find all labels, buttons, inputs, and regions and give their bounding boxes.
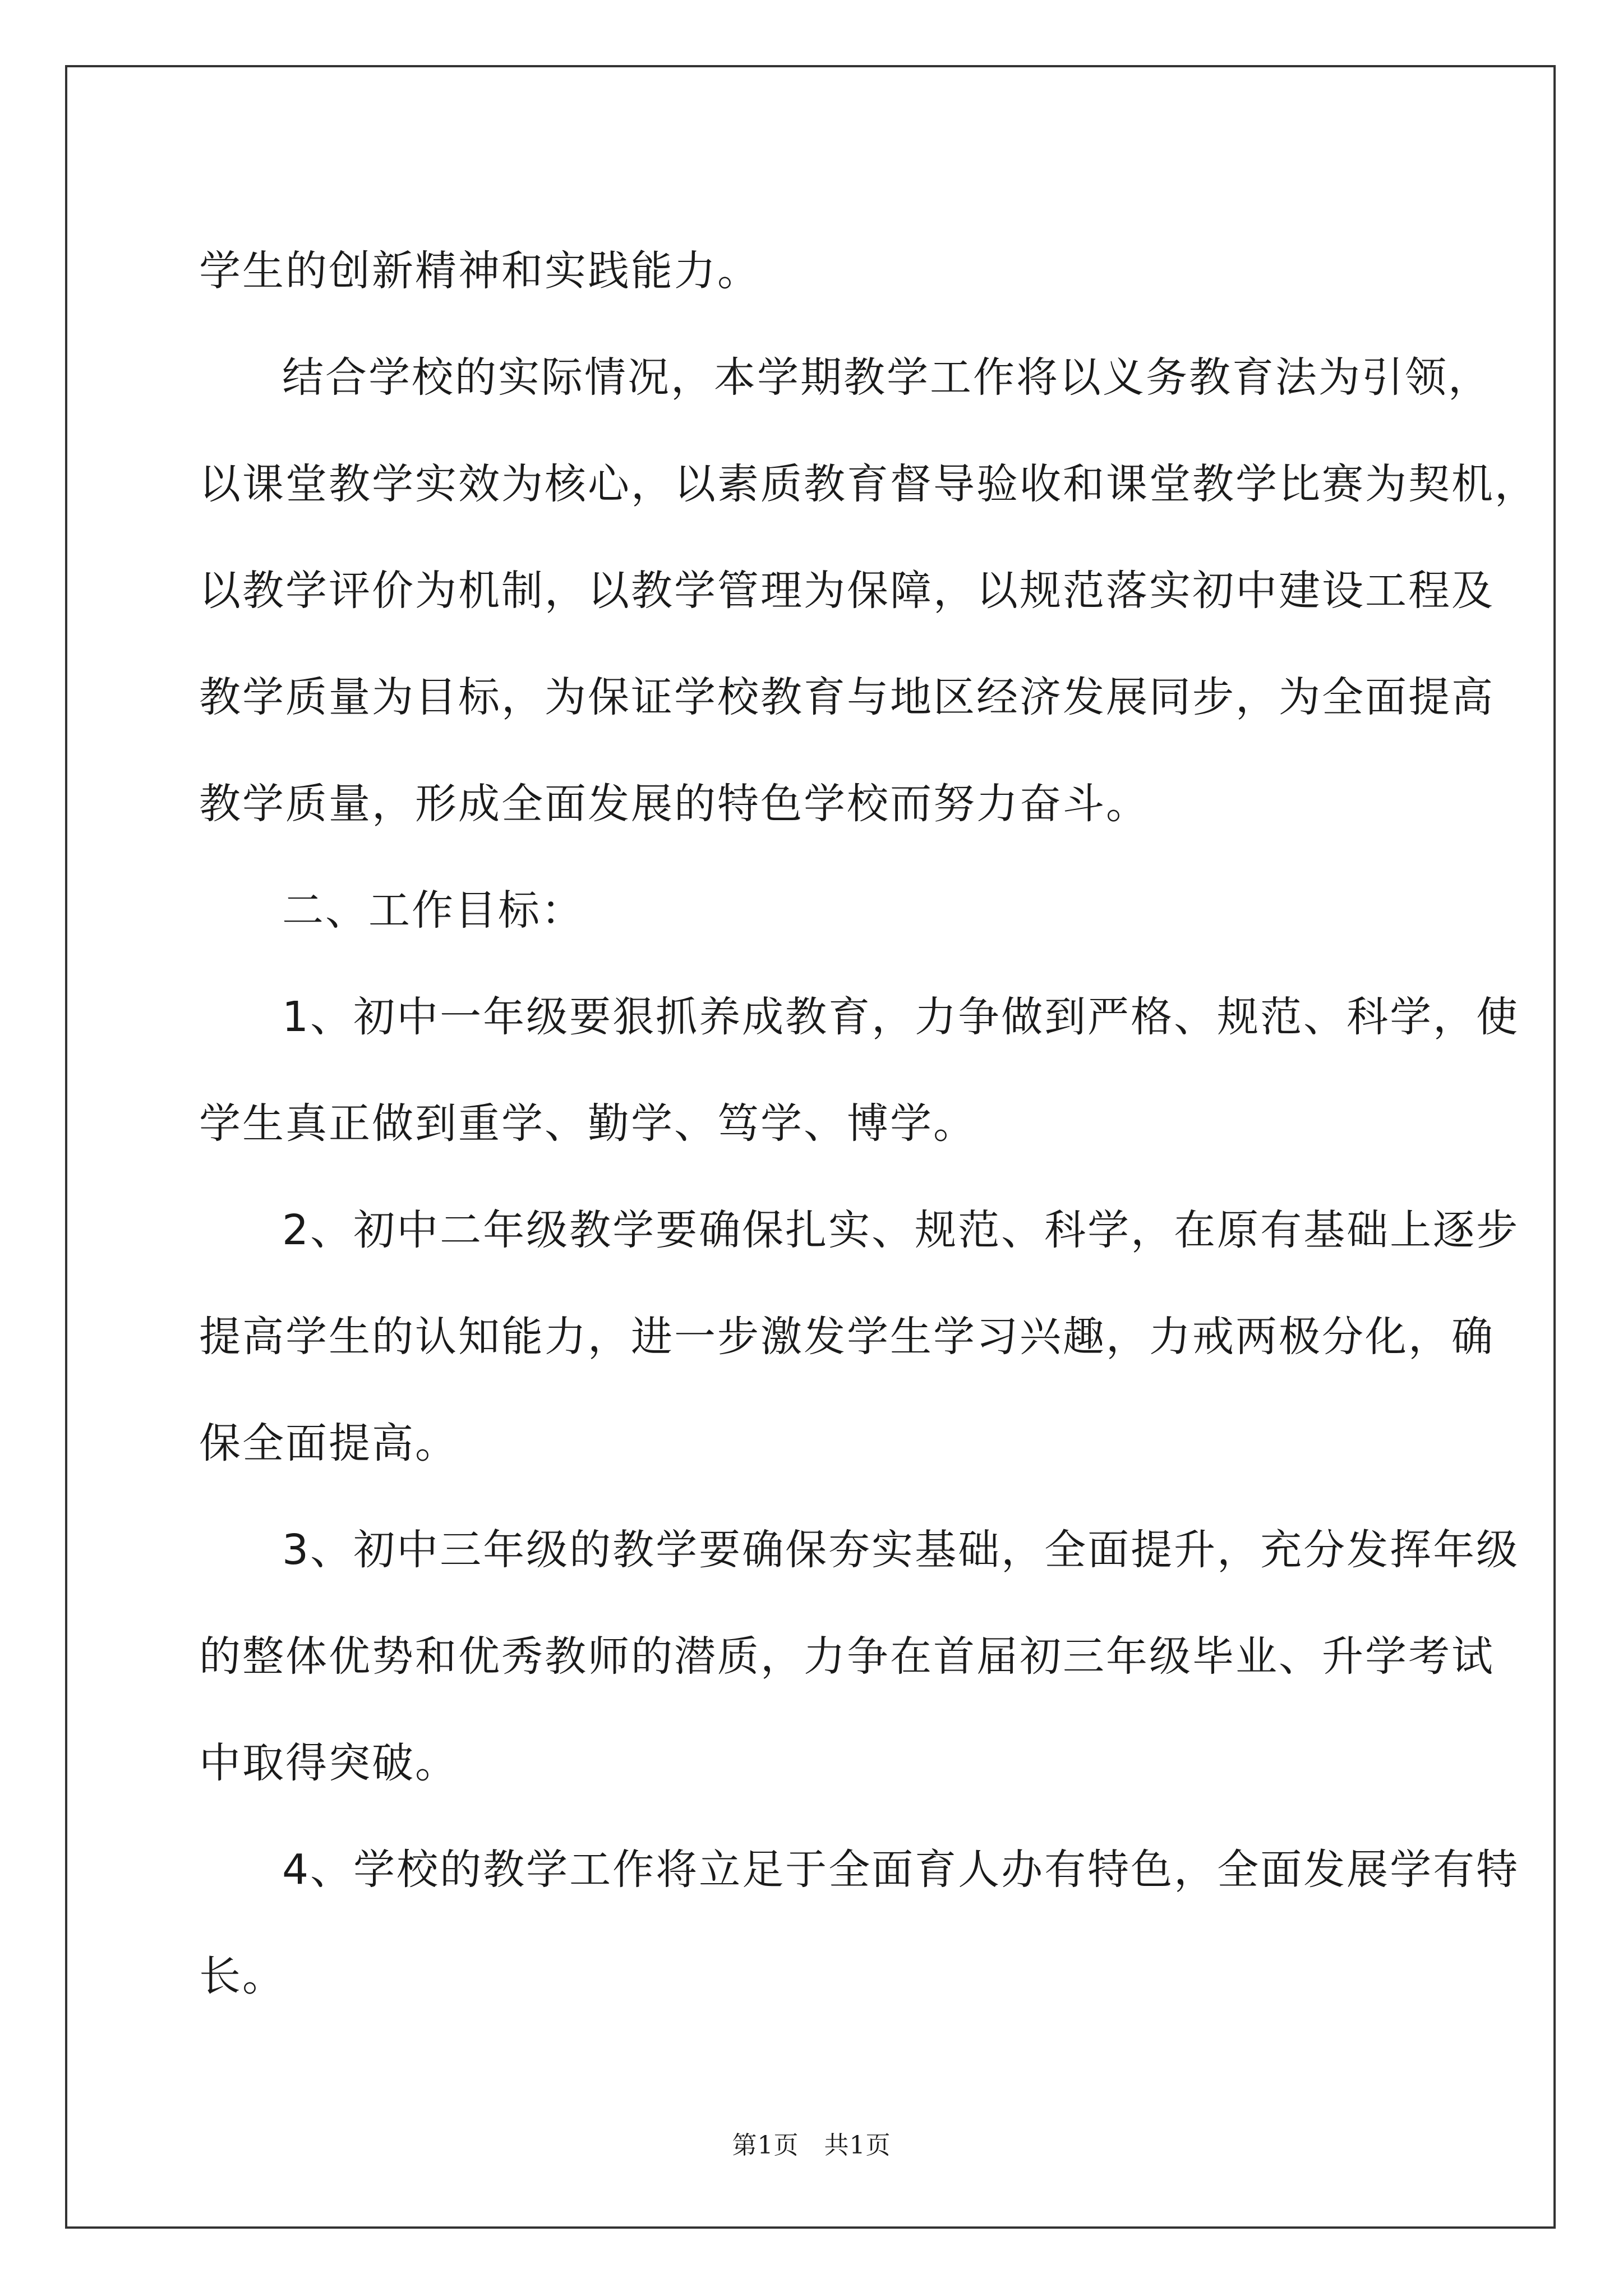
- text-line: 学生真正做到重学、勤学、笃学、博学。: [199, 1099, 976, 1148]
- text-line: 的整体优势和优秀教师的潜质，力争在首届初三年级毕业、升学考试: [199, 1632, 1495, 1681]
- text-line: 长。: [199, 1952, 285, 2000]
- text-line: 结合学校的实际情况，本学期教学工作将以义务教育法为引领，: [282, 353, 1491, 402]
- text-line: 保全面提高。: [199, 1419, 458, 1467]
- text-line: 学生的创新精神和实践能力。: [199, 247, 760, 295]
- text-line: 以教学评价为机制，以教学管理为保障，以规范落实初中建设工程及: [199, 567, 1495, 615]
- document-body: [199, 218, 1538, 2030]
- text-line: 教学质量为目标，为保证学校教育与地区经济发展同步，为全面提高: [199, 673, 1495, 721]
- text-line: 4、学校的教学工作将立足于全面育人办有特色，全面发展学有特: [282, 1846, 1520, 1894]
- text-line: 2、初中二年级教学要确保扎实、规范、科学，在原有基础上逐步: [282, 1206, 1520, 1254]
- text-line: 提高学生的认知能力，进一步激发学生学习兴趣，力戒两极分化，确: [199, 1313, 1495, 1361]
- text-line: 3、初中三年级的教学要确保夯实基础，全面提升，充分发挥年级: [282, 1526, 1520, 1574]
- section-heading: 二、工作目标：: [282, 886, 584, 935]
- page-number-footer: 第1页 共1页: [732, 2131, 891, 2160]
- text-line: 以课堂教学实效为核心，以素质教育督导验收和课堂教学比赛为契机，: [199, 460, 1538, 508]
- text-line: 中取得突破。: [199, 1739, 458, 1787]
- text-line: 1、初中一年级要狠抓养成教育，力争做到严格、规范、科学，使: [282, 993, 1520, 1041]
- text-line: 教学质量，形成全面发展的特色学校而努力奋斗。: [199, 780, 1149, 828]
